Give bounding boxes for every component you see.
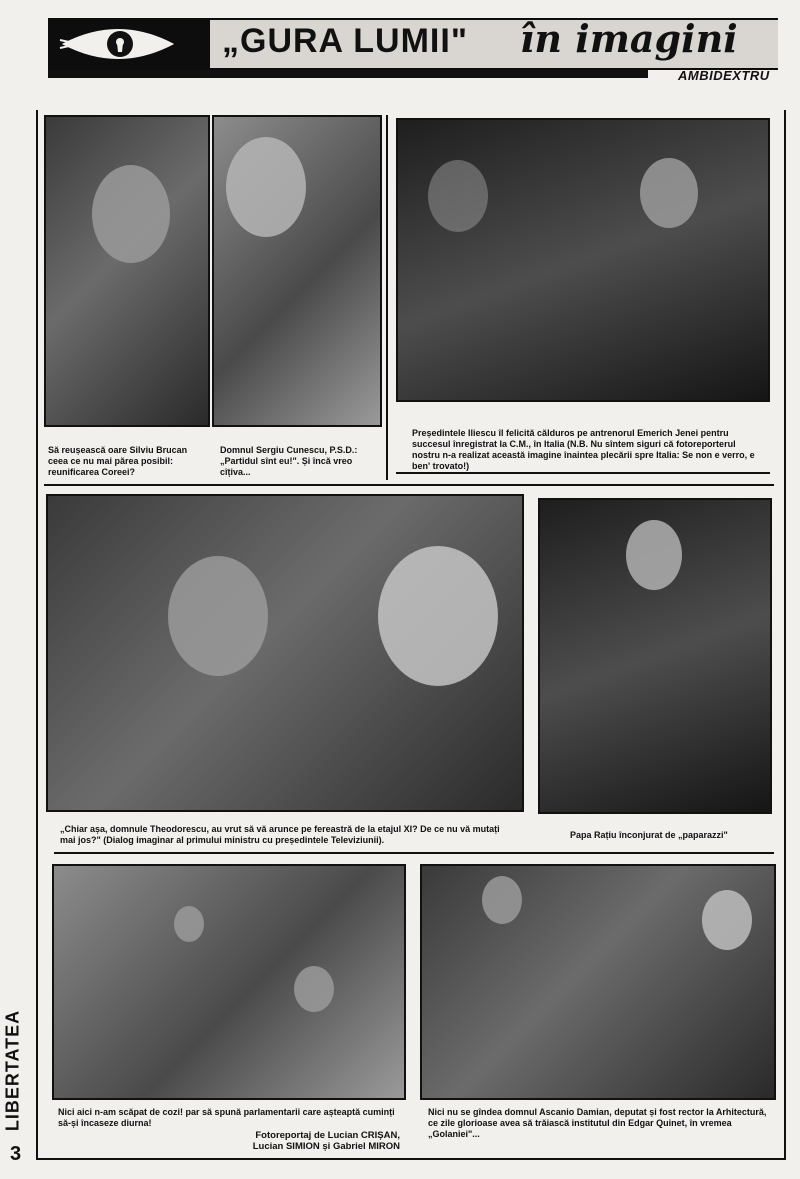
photo-theodorescu: [46, 494, 524, 812]
caption-damian: Nici nu se gîndea domnul Ascanio Damian, deputat și fost rector la Arhitectură, ce zile glorioase avea să trăiască institutul din Edgar Quinet, în vremea „Golaniei"...: [428, 1107, 767, 1139]
caption-rule: [396, 472, 770, 474]
caption-cunescu: Domnul Sergiu Cunescu, P.S.D.: „Partidul sînt eu!". Și încă vreo cîțiva...: [220, 445, 358, 477]
page-number: 3: [10, 1143, 22, 1165]
caption-parlamentari: Nici aici n-am scăpat de cozi! par să spună parlamentarii care așteaptă cuminți să-și încaseze diurna!: [58, 1107, 395, 1128]
byline: AMBIDEXTRU: [678, 68, 770, 83]
photo-credit-line1: Fotoreportaj de Lucian CRIȘAN,: [255, 1130, 400, 1141]
page-bottom-rule: [36, 1158, 786, 1160]
page-right-rule: [784, 110, 786, 1160]
page-title-script: în imagini: [520, 16, 738, 61]
column-rule: [386, 115, 388, 480]
caption-iliescu: Președintele Iliescu îl felicită călduros pe antrenorul Emerich Jenei pentru succesul înregistrat la C.M., în Italia (N.B. Nu sîntem siguri că fotoreporterul nostru n-a realizat această imagine înaintea plecării spre Italia: Se non e verro, e ben' trovato!): [412, 428, 755, 471]
row-rule-1: [44, 484, 774, 486]
photo-credit-line2: Lucian SIMION și Gabriel MIRON: [252, 1141, 400, 1152]
row-rule-2: [54, 852, 774, 854]
caption-theodorescu: „Chiar așa, domnule Theodorescu, au vrut să vă arunce pe fereastră de la etajul XI? De ce nu vă mutați mai jos?" (Dialog imaginar al primului ministru cu președintele Televiziunii).: [60, 824, 500, 845]
photo-parlamentari: [52, 864, 406, 1100]
caption-brucan: Să reușească oare Silviu Brucan ceea ce nu mai părea posibil: reunificarea Coreei?: [48, 445, 188, 477]
caption-ratiu: Papa Rațiu înconjurat de „paparazzi": [570, 830, 728, 840]
masthead-rule: [48, 70, 648, 78]
photo-iliescu-jenei: [396, 118, 770, 402]
photo-damian: [420, 864, 776, 1100]
photo-ratiu: [538, 498, 772, 814]
page-title: „GURA LUMII": [222, 22, 468, 60]
eye-keyhole-icon: [58, 22, 178, 66]
photo-credit: [150, 1130, 400, 1152]
photo-brucan: [44, 115, 210, 427]
photo-cunescu: [212, 115, 382, 427]
newspaper-name: LIBERTATEA: [2, 1009, 23, 1132]
page-left-rule: [36, 110, 38, 1160]
